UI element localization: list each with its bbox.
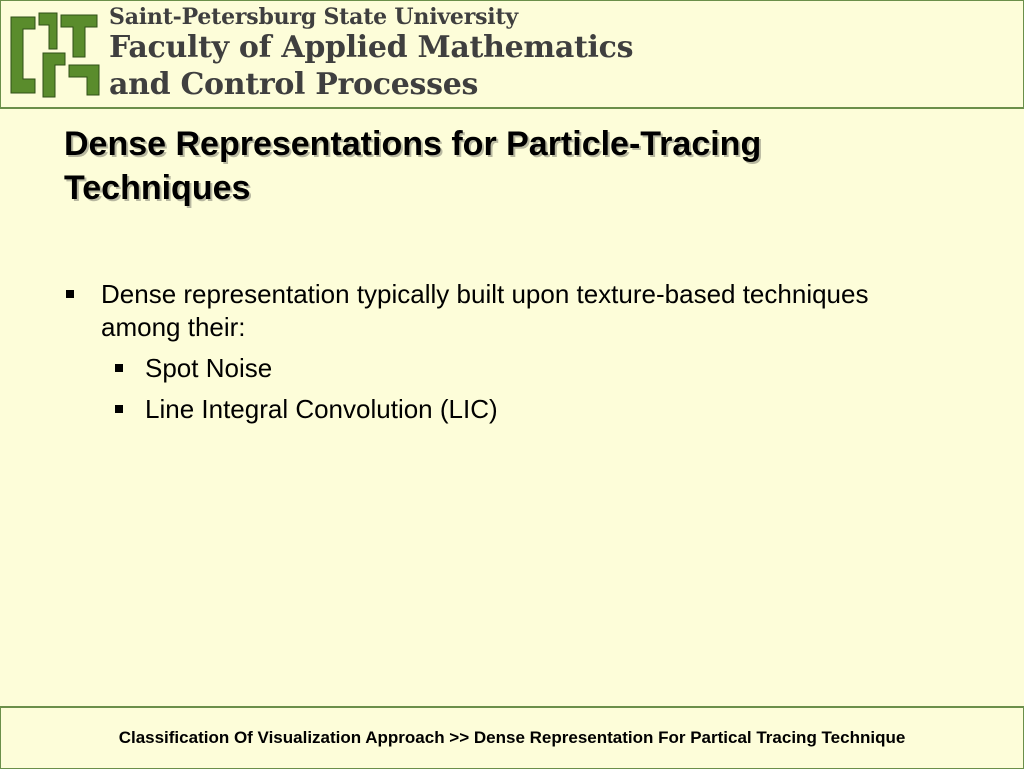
- header-text: [109, 5, 633, 103]
- slide-title-line2: Techniques: [64, 169, 251, 207]
- sub-bullet-text: Line Integral Convolution (LIC): [145, 394, 498, 424]
- bullet-item: [64, 278, 964, 344]
- slide-footer: [0, 706, 1024, 769]
- sub-bullet-text: Spot Noise: [145, 353, 273, 383]
- bullet-text-line1: Dense representation typically built upon texture-based techniques: [101, 279, 869, 309]
- bullet-list: [64, 278, 964, 426]
- bullet-text-line2: among their:: [101, 312, 246, 342]
- slide-title-line1: Dense Representations for Particle-Tracing: [64, 125, 762, 163]
- faculty-logo-icon: [9, 9, 101, 101]
- bullet-square-icon: [115, 364, 123, 372]
- university-name: Saint-Petersburg State University: [109, 4, 519, 30]
- footer-text: Classification Of Visualization Approach >> Dense Representation For Partical Tracing Technique: [118, 728, 906, 747]
- sub-bullet-item: [64, 393, 964, 426]
- faculty-name-line1: Faculty of Applied Mathematics: [109, 30, 634, 65]
- faculty-name-line2: and Control Processes: [109, 67, 479, 102]
- bullet-square-icon: [115, 405, 123, 413]
- sub-bullet-item: [64, 352, 964, 385]
- slide-title: [64, 122, 964, 210]
- slide-header: [0, 0, 1024, 109]
- bullet-square-icon: [66, 290, 74, 298]
